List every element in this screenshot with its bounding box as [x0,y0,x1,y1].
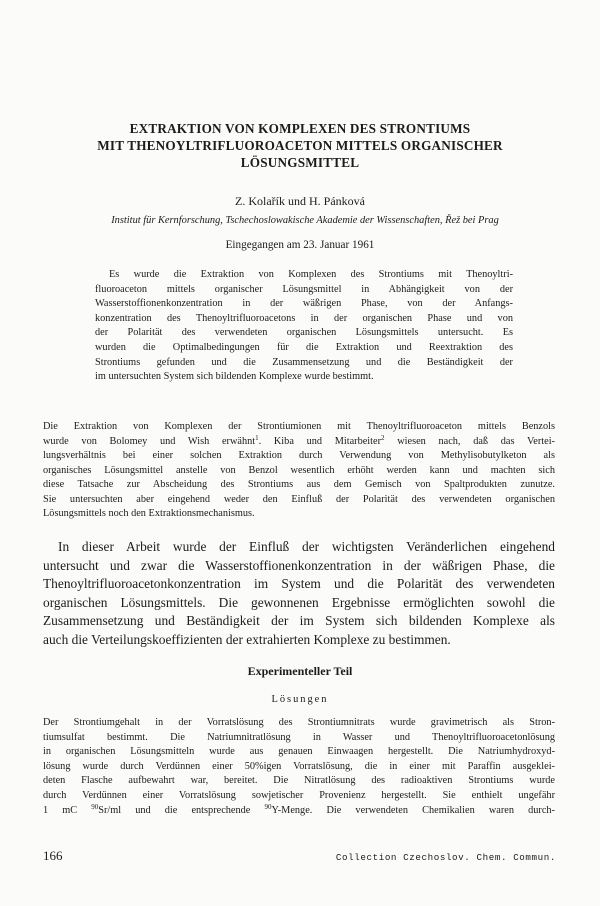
aim-paragraph [43,538,555,649]
abstract-line: wurden die Optimalbedingungen für die Extraktion und Reextraktion des [95,341,513,353]
text-run: wurde von Bolomey und Wish erwähnt [43,435,256,447]
text-run: . Kiba und Mitarbeiter [258,435,382,447]
title-line: EXTRAKTION VON KOMPLEXEN DES STRONTIUMS [129,121,471,136]
isotope-mass: 90 [264,802,272,811]
article-title [40,120,560,171]
paragraph-line: Sie untersuchten aber eingehend weder den Einfluß der Polarität des verwendeten organischen [43,493,555,505]
title-line: MIT THENOYLTRIFLUOROACETON MITTELS ORGANISCHER [97,138,503,153]
paragraph-line: deten Flasche aufbewahrt war, bereitet. Die Nitratlösung des radioaktiven Strontiums wurde [43,775,555,787]
paragraph-line: tiumsulfat bestimmt. Die Natriumnitratlösung in Wasser und Thenoyltrifluoroacetonlösung [43,731,555,743]
paragraph-line: Der Strontiumgehalt in der Vorratslösung des Strontiumnitrats wurde gravimetrisch als Stron- [43,717,555,728]
abstract-line: fluoroaceton mittels organischer Lösungsmittel in Abhängigkeit von der [95,283,513,295]
paragraph-line: in organischen Lösungsmitteln wurde aus genauen Einwaagen hergestellt. Die Natriumhydroxyd- [43,746,555,758]
paragraph-line: lungsverhältnis bei einer solchen Extraktion durch Verwendung von Methylisobutylketon als [43,450,555,461]
text-run: Y-Menge. Die verwendeten Chemikalien waren durch- [271,804,555,816]
paragraph-line: durch Verdünnen einer Vorratslösung sowjetischer Provenienz hergestellt. Sie enthielt ungefähr [43,789,555,801]
title-line: LÖSUNGSMITTEL [240,155,360,170]
paragraph-line [43,435,555,450]
abstract-line: Es wurde die Extraktion von Komplexen des Strontiums mit Thenoyltri- [109,269,513,280]
authors: Z. Kolařík und H. Pánková [235,194,365,208]
text-run: Sr/ml und die entsprechende [98,804,265,816]
paragraph-line: Lösungsmittels noch den Extraktionsmechanismus. [43,508,255,519]
intro-paragraph [43,420,555,522]
paragraph-line: untersucht und zwar die Wasserstoffionenkonzentration in der wäßrigen Phase, die [43,557,555,573]
paragraph-line: organisches Lösungsmittel anstelle von Benzol wesentlich erhöht werden kann und machten sich [43,464,555,476]
abstract-line: der Polarität des verwendeten organischen Lösungsmittels untersucht. Es [95,327,513,339]
text-run: 1 mC [43,804,92,816]
journal-name: Collection Czechoslov. Chem. Commun. [335,852,556,863]
section-heading: Experimenteller Teil [247,664,353,678]
paragraph-line [43,804,555,819]
abstract-line: im untersuchten System sich bildenden Komplexe wurde bestimmt. [95,371,374,383]
paragraph-line: Die Extraktion von Komplexen der Strontiumionen mit Thenoyltrifluoroaceton mittels Benzols [43,421,555,432]
subsection-heading: Lösungen [271,694,329,705]
page-number: 166 [43,848,63,863]
text-run: wiesen nach, daß das Vertei- [384,435,555,447]
citation-ref: 1 [255,433,259,442]
solutions-paragraph [43,716,555,818]
paragraph-line: Thenoyltrifluoroacetonkonzentration im System und die Polarität des verwendeten [43,576,555,591]
isotope-mass: 90 [91,802,99,811]
paragraph-line: auch die Verteilungskoeffizienten der extrahierten Komplexe zu bestimmen. [43,631,451,647]
affiliation: Institut für Kernforschung, Tschechoslowakische Akademie der Wissenschaften, Řež bei Prag [111,215,499,226]
abstract-line: Strontiums gefunden und die Zusammensetzung und die Beständigkeit der [95,356,513,368]
abstract-line: Wasserstoffionenkonzentration in der wäßrigen Phase, von der Anfangs- [95,298,513,310]
paragraph-line: lösung wurde durch Verdünnen einer 50%igen Vorratslösung, die in einer mit Paraffin ausgeklei- [43,760,555,772]
paragraph-line: In dieser Arbeit wurde der Einfluß der wichtigsten Veränderlichen eingehend [58,539,555,554]
abstract [95,268,513,385]
paragraph-line: diese Tatsache zur Abscheidung des Strontiums aus dem Gemisch von Spaltprodukten zunutze. [43,479,555,490]
received-date: Eingegangen am 23. Januar 1961 [225,239,375,251]
paragraph-line: organischen Lösungsmittels. Die gewonnenen Ergebnisse ermöglichten sowohl die [43,594,555,610]
paragraph-line: Zusammensetzung und Beständigkeit der im System sich bildenden Komplexe als [43,613,555,628]
abstract-line: konzentration des Thenoyltrifluoroacetons in der organischen Phase und von [95,312,513,324]
citation-ref: 2 [381,433,385,442]
